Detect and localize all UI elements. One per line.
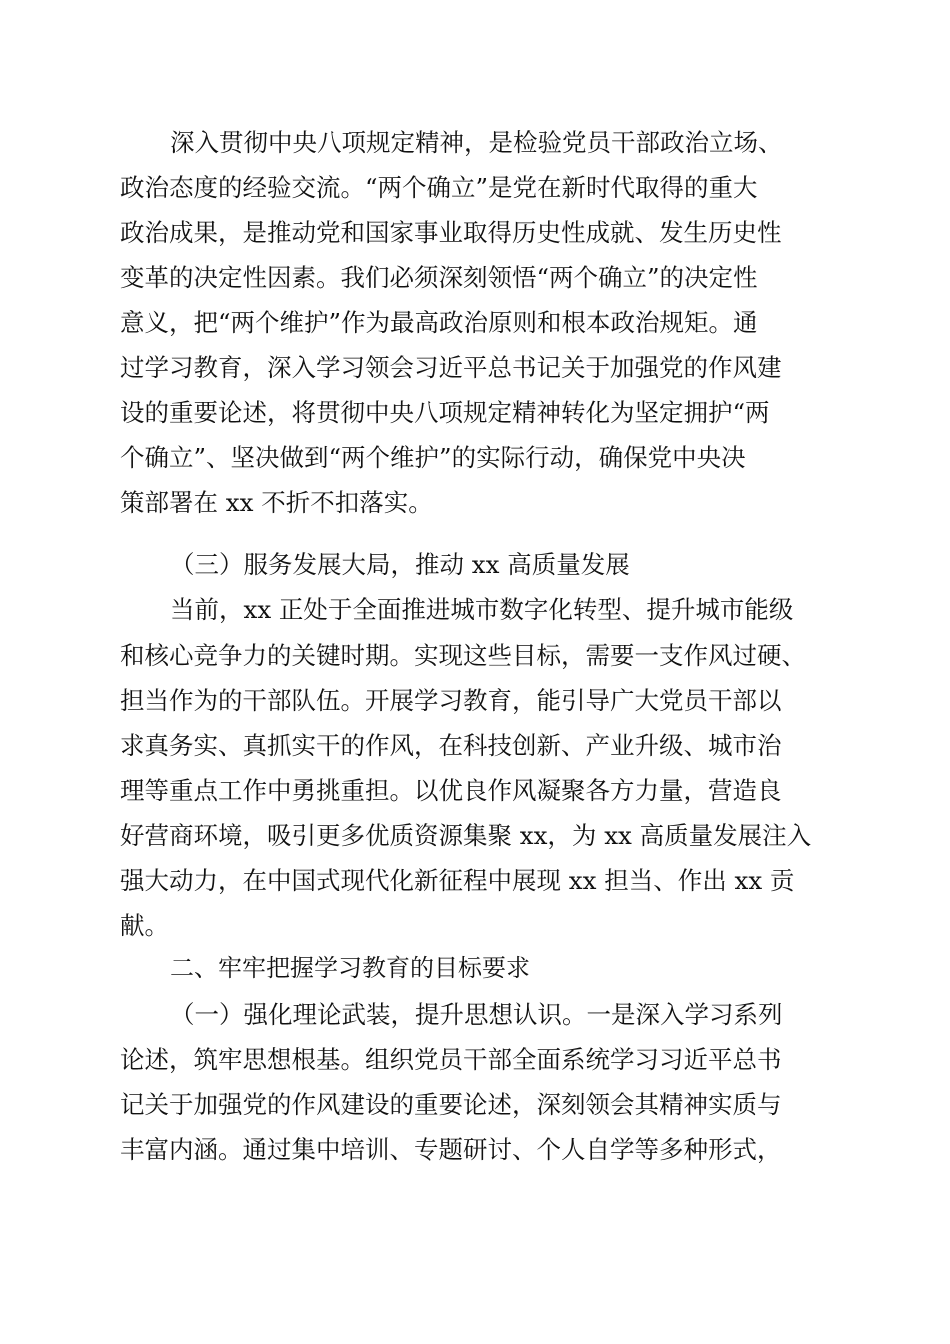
paragraph-line: 当前，xx 正处于全面推进城市数字化转型、提升城市能级 xyxy=(170,595,794,624)
paragraph-line: 强大动力，在中国式现代化新征程中展现 xx 担当、作出 xx 贡 xyxy=(120,866,795,895)
paragraph-line: 策部署在 xx 不折不扣落实。 xyxy=(120,488,433,517)
paragraph-line: 深入贯彻中央八项规定精神，是检验党员干部政治立场、 xyxy=(170,128,783,157)
section-subheading: （三）服务发展大局，推动 xx 高质量发展 xyxy=(170,550,630,579)
paragraph-line: 担当作为的干部队伍。开展学习教育，能引导广大党员干部以 xyxy=(120,686,782,715)
paragraph-line: 理等重点工作中勇挑重担。以优良作风凝聚各方力量，营造良 xyxy=(120,776,782,805)
paragraph-line: 设的重要论述，将贯彻中央八项规定精神转化为坚定拥护“两 xyxy=(120,398,770,427)
paragraph-line: 献。 xyxy=(120,911,169,940)
paragraph-line: 个确立”、坚决做到“两个维护”的实际行动，确保党中央决 xyxy=(120,443,746,472)
paragraph-line: 意义，把“两个维护”作为最高政治原则和根本政治规矩。通 xyxy=(120,308,758,337)
paragraph-line: 记关于加强党的作风建设的重要论述，深刻领会其精神实质与 xyxy=(120,1090,782,1119)
paragraph-line: 丰富内涵。通过集中培训、专题研讨、个人自学等多种形式， xyxy=(120,1135,782,1164)
paragraph-line: 和核心竞争力的关键时期。实现这些目标，需要一支作风过硬、 xyxy=(120,641,806,670)
paragraph-line: 政治态度的经验交流。“两个确立”是党在新时代取得的重大 xyxy=(120,173,758,202)
paragraph-line: 求真务实、真抓实干的作风，在科技创新、产业升级、城市治 xyxy=(120,731,782,760)
paragraph-line: 论述，筑牢思想根基。组织党员干部全面系统学习习近平总书 xyxy=(120,1045,782,1074)
paragraph-line: 变革的决定性因素。我们必须深刻领悟“两个确立”的决定性 xyxy=(120,263,758,292)
paragraph-line: 政治成果，是推动党和国家事业取得历史性成就、发生历史性 xyxy=(120,218,782,247)
paragraph-line: 过学习教育，深入学习领会习近平总书记关于加强党的作风建 xyxy=(120,353,782,382)
section-heading: 二、牢牢把握学习教育的目标要求 xyxy=(170,954,530,982)
paragraph-line: 好营商环境，吸引更多优质资源集聚 xx，为 xx 高质量发展注入 xyxy=(120,821,812,850)
paragraph-line: （一）强化理论武装，提升思想认识。一是深入学习系列 xyxy=(170,1000,783,1029)
